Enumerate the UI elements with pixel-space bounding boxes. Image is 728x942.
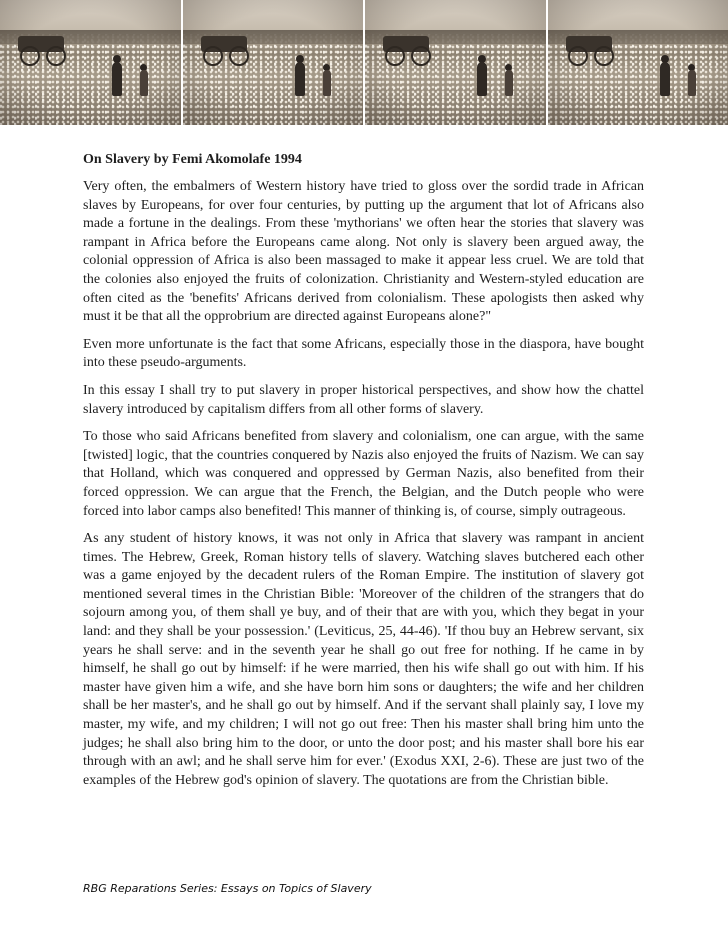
paragraph: In this essay I shall try to put slavery in proper historical perspectives, and show how the chattel slavery introduced by capitalism differs from all other forms of slavery. <box>83 382 644 417</box>
header-banner <box>0 0 728 125</box>
document-body <box>83 151 644 799</box>
paragraph: Even more unfortunate is the fact that some Africans, especially those in the diaspora, have bought into these pseudo-arguments. <box>83 336 644 371</box>
paragraph: Very often, the embalmers of Western history have tried to gloss over the sordid trade in African slaves by Europeans, for over four centuries, by putting up the argument that lot of Africans also made a fortune in the dealings. From these 'mythorians' we often hear the stories that slavery was rampant in Africa before the Europeans came along. Not only is slavery been argued away, the colonial oppression of Africa is also been massaged to make it appear less cruel. We are told that the colonies also enjoyed the fruits of colonization. Christianity and Western-styled education are often cited as the 'benefits' Africans derived from colonialism. These apologists then asked why must it be that all the opprobrium are directed against Europeans alone?" <box>83 179 644 325</box>
paragraph: As any student of history knows, it was not only in Africa that slavery was rampant in ancient times. The Hebrew, Greek, Roman history tells of slavery. Watching slaves butchered each other was a game enjoyed by the decadent rulers of the Roman Empire. The institution of slavery got mentioned several times in the Christian Bible: 'Moreover of the children of the strangers that do sojourn among you, of them shall ye buy, and of their that are with you, which they begat in your land: and they shall be your possession.' (Leviticus, 25, 44-46). 'If thou buy an Hebrew servant, six years he shall serve: and in the seventh year he shall go out free for nothing. If he came in by himself, he shall go out by himself: if he were married, then his wife shall go out with him. If his master have given him a wife, and she have born him sons or daughters; the wife and her children shall be her master's, and he shall go out by himself. And if the servant shall plainly say, I love my master, my wife, and my children; I will not go out free: Then his master shall bring him unto the judges; he shall also bring him to the door, or unto the door post; and his master shall bore his ear through with an awl; and he shall serve him for ever.' (Exodus XXI, 2-6). These are just two of the examples of the Hebrew god's opinion of slavery. The quotations are from the Christian bible. <box>83 531 644 788</box>
cotton-field-photo <box>0 0 181 125</box>
cotton-field-photo <box>183 0 364 125</box>
cotton-field-photo <box>548 0 728 125</box>
document-title: On Slavery by Femi Akomolafe 1994 <box>83 152 302 167</box>
cotton-field-photo <box>365 0 546 125</box>
page-footer: RBG Reparations Series: Essays on Topics of Slavery <box>83 882 372 895</box>
paragraph: To those who said Africans benefited from slavery and colonialism, one can argue, with the same [twisted] logic, that the countries conquered by Nazis also enjoyed the fruits of Nazism. We can say that Holland, which was conquered and oppressed by German Nazis, also benefited from their forced oppression. We can argue that the French, the Belgian, and the Dutch people who were forced into labor camps also benefited! This manner of thinking is, of course, simply outrageous. <box>83 429 644 519</box>
